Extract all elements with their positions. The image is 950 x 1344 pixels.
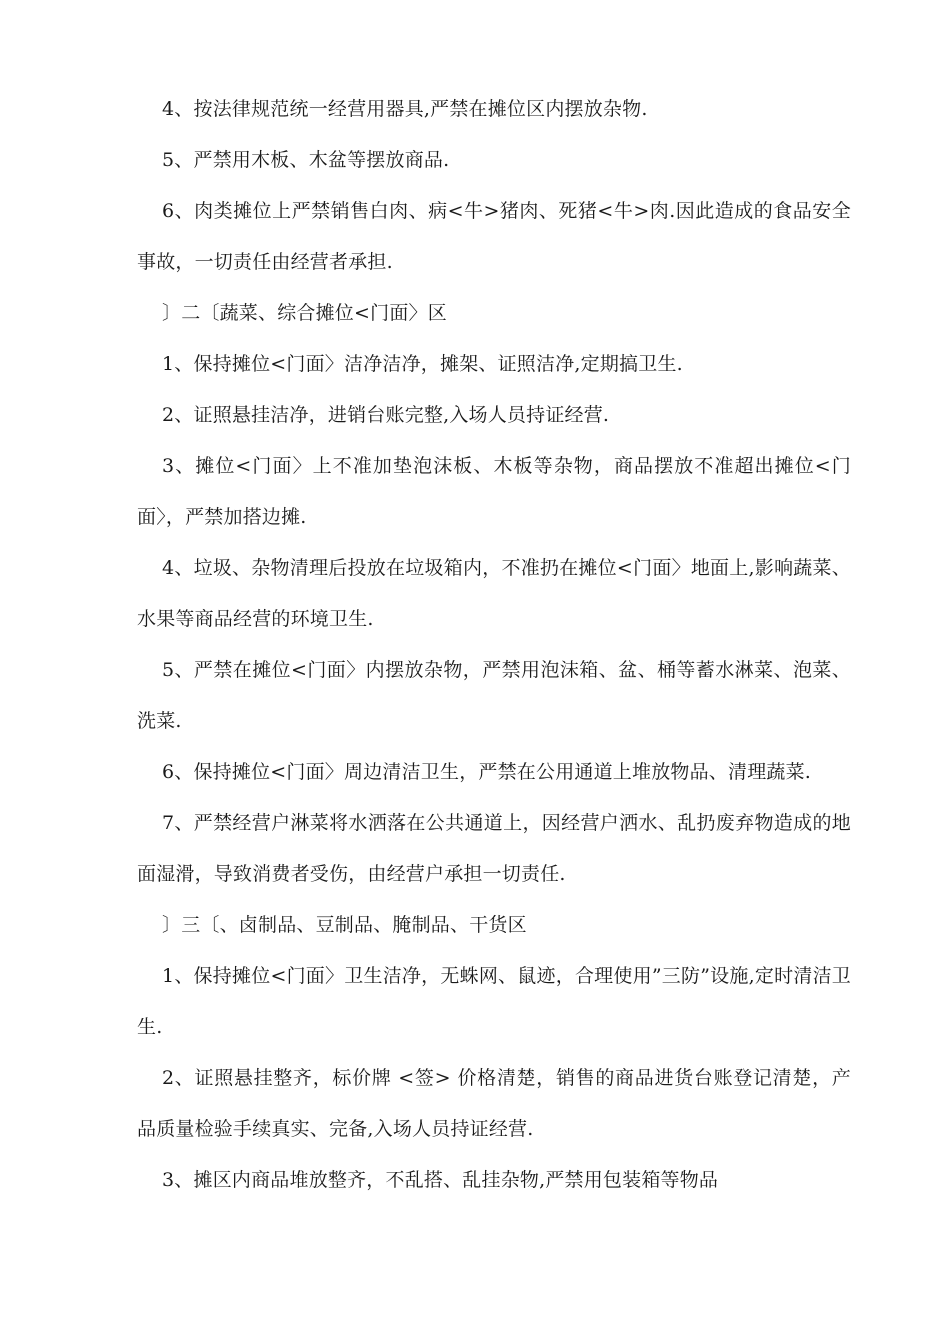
paragraph-goods-rule-3: 3、摊区内商品堆放整齐，不乱搭、乱挂杂物,严禁用包装箱等物品: [162, 1169, 719, 1191]
section-heading-preserved-goods: 〕三〔、卤制品、豆制品、腌制品、干货区: [162, 914, 527, 936]
paragraph-goods-rule-2: 2、证照悬挂整齐，标价牌 <签> 价格清楚，销售的商品进货台账登记清楚，产品质量检验手续真实、完备,入场人员持证经营.: [137, 1067, 851, 1140]
paragraph-veg-rule-3: 3、摊位<门面〉上不准加垫泡沫板、木板等杂物，商品摆放不准超出摊位<门面〉，严禁加搭边摊.: [137, 455, 851, 528]
paragraph-veg-rule-5: 5、严禁在摊位<门面〉内摆放杂物，严禁用泡沫箱、盆、桶等蓄水淋菜、泡菜、洗菜.: [137, 659, 851, 732]
document-page: [137, 84, 851, 1206]
paragraph-veg-rule-6: 6、保持摊位<门面〉周边清洁卫生，严禁在公用通道上堆放物品、清理蔬菜.: [162, 761, 812, 783]
paragraph-veg-rule-7: 7、严禁经营户淋菜将水洒落在公共通道上，因经营户洒水、乱扔废弃物造成的地面湿滑，导致消费者受伤，由经营户承担一切责任.: [137, 812, 851, 885]
paragraph-rule-5-wooden-boards: 5、严禁用木板、木盆等摆放商品.: [162, 149, 450, 171]
paragraph-goods-rule-1: 1、保持摊位<门面〉卫生洁净，无蛛网、鼠迹，合理使用”三防”设施,定时清洁卫生.: [137, 965, 851, 1038]
section-heading-vegetables: 〕二〔蔬菜、综合摊位<门面〉区: [162, 302, 447, 324]
paragraph-veg-rule-1: 1、保持摊位<门面〉洁净洁净，摊架、证照洁净,定期搞卫生.: [162, 353, 683, 375]
paragraph-rule-4-utensils: 4、按法律规范统一经营用器具,严禁在摊位区内摆放杂物.: [162, 98, 648, 120]
paragraph-rule-6-meat-stalls: 6、肉类摊位上严禁销售白肉、病<牛>猪肉、死猪<牛>肉.因此造成的食品安全事故，一切责任由经营者承担.: [137, 200, 851, 273]
paragraph-veg-rule-2: 2、证照悬挂洁净，进销台账完整,入场人员持证经营.: [162, 404, 610, 426]
paragraph-veg-rule-4: 4、垃圾、杂物清理后投放在垃圾箱内，不准扔在摊位<门面〉地面上,影响蔬菜、水果等商品经营的环境卫生.: [137, 557, 851, 630]
